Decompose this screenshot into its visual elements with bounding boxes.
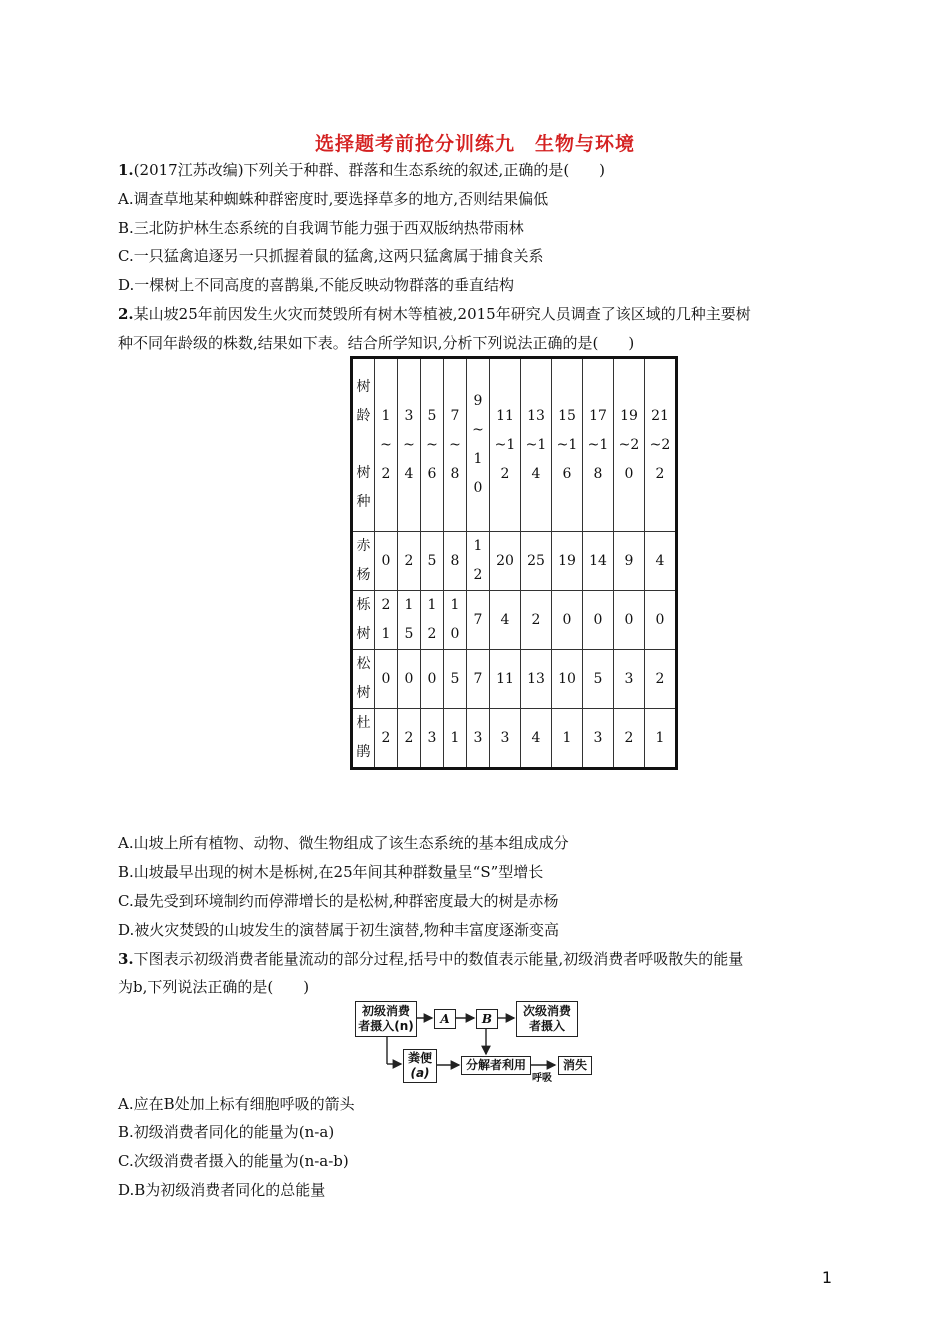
age-class-header: 13~14 [525,407,547,482]
count-cell: 4 [531,729,541,746]
count-cell: 1 [450,729,460,746]
count-cell: 3 [624,670,634,687]
table-header-row [352,358,677,532]
age-class-header: 7~8 [449,407,461,482]
count-cell: 9 [624,552,634,569]
count-cell: 2 [655,670,665,687]
page-number: 1 [821,1268,832,1287]
tree-age-table [350,356,678,770]
q3-stem-text1: 下图表示初级消费者能量流动的部分过程,括号中的数值表示能量,初级消费者呼吸散失的能量 [133,950,744,968]
q2-stem-line2: 种不同年龄级的株数,结果如下表。结合所学知识,分析下列说法正确的是( ) [118,334,635,352]
count-cell: 0 [427,670,437,687]
count-cell: 15 [404,597,414,642]
q3-option-b: B.初级消费者同化的能量为(n-a) [118,1123,335,1141]
corner-bottom-label: 树种 [356,465,371,510]
q2-option-a: A.山坡上所有植物、动物、微生物组成了该生态系统的基本组成成分 [118,834,569,852]
q1-stem-text: (2017江苏改编)下列关于种群、群落和生态系统的叙述,正确的是( ) [133,161,606,179]
count-cell: 12 [473,538,483,583]
count-cell: 5 [593,670,603,687]
q1-stem [118,160,605,180]
respiration-label: 呼吸 [532,1073,552,1084]
count-cell: 1 [655,729,665,746]
count-cell: 1 [562,729,572,746]
count-cell: 0 [381,670,391,687]
count-cell: 3 [473,729,483,746]
box-a: A [434,1009,456,1029]
count-cell: 20 [496,552,514,569]
q3-stem-line2: 为b,下列说法正确的是( ) [118,978,310,996]
count-cell: 11 [496,670,514,687]
energy-flow-diagram [355,1001,595,1083]
table-row [352,709,677,769]
table-row [352,532,677,591]
q1-option-d: D.一棵树上不同高度的喜鹊巢,不能反映动物群落的垂直结构 [118,276,515,294]
table-corner-cell [352,358,375,532]
count-cell: 13 [527,670,545,687]
species-name: 赤杨 [356,538,371,583]
secondary-intake-box [516,1001,578,1037]
lost-box: 消失 [558,1056,592,1075]
count-cell: 4 [655,552,665,569]
secondary-label-2: 者摄入 [528,1019,565,1033]
age-class-header: 15~16 [556,407,578,482]
intake-label-1: 初级消费 [361,1004,410,1018]
count-cell: 0 [404,670,414,687]
q1-option-c: C.一只猛禽追逐另一只抓握着鼠的猛禽,这两只猛禽属于捕食关系 [118,247,544,265]
q3-option-a: A.应在B处加上标有细胞呼吸的箭头 [118,1095,355,1113]
count-cell: 2 [404,729,414,746]
age-class-header: 21~22 [649,407,671,482]
age-class-header: 3~4 [403,407,415,482]
age-class-header: 5~6 [426,407,438,482]
count-cell: 19 [558,552,576,569]
count-cell: 2 [381,729,391,746]
q3-option-c: C.次级消费者摄入的能量为(n-a-b) [118,1152,349,1170]
count-cell: 3 [593,729,603,746]
count-cell: 10 [450,597,460,642]
count-cell: 0 [381,552,391,569]
count-cell: 0 [655,611,665,628]
q1-option-a: A.调查草地某种蜘蛛种群密度时,要选择草多的地方,否则结果偏低 [118,190,549,208]
corner-top-label: 树龄 [356,379,371,424]
q2-stem-line1 [118,304,751,324]
count-cell: 2 [531,611,541,628]
count-cell: 7 [473,670,483,687]
species-name: 栎树 [356,597,371,642]
feces-label-1: 粪便 [407,1051,432,1065]
q3-option-d: D.B为初级消费者同化的总能量 [118,1181,326,1199]
count-cell: 8 [450,552,460,569]
table-row [352,591,677,650]
count-cell: 0 [562,611,572,628]
q2-number: 2. [118,305,134,323]
q1-number: 1. [118,161,134,179]
q2-option-b: B.山坡最早出现的树木是栎树,在25年间其种群数量呈“S”型增长 [118,863,544,881]
count-cell: 2 [404,552,414,569]
count-cell: 12 [427,597,437,642]
q1-option-b: B.三北防护林生态系统的自我调节能力强于西双版纳热带雨林 [118,219,524,237]
count-cell: 0 [624,611,634,628]
species-name: 杜鹃 [356,715,371,760]
table-row [352,650,677,709]
age-class-header: 1~2 [380,407,392,482]
q2-option-c: C.最先受到环境制约而停滞增长的是松树,种群密度最大的树是赤杨 [118,892,559,910]
q2-option-d: D.被火灾焚毁的山坡发生的演替属于初生演替,物种丰富度逐渐变高 [118,921,560,939]
age-class-header: 19~20 [618,407,640,482]
species-name: 松树 [356,656,371,701]
count-cell: 5 [427,552,437,569]
q3-stem-line1 [118,949,743,969]
feces-label-2: (a) [410,1066,430,1080]
page-title: 选择题考前抢分训练九 生物与环境 [314,133,635,155]
primary-intake-box [355,1001,417,1037]
count-cell: 25 [527,552,545,569]
count-cell: 7 [473,611,483,628]
count-cell: 3 [427,729,437,746]
q2-stem-text1: 某山坡25年前因发生火灾而焚毁所有树木等植被,2015年研究人员调查了该区域的几种主要树 [133,305,751,323]
age-class-header: 9~10 [472,393,484,496]
age-class-header: 11~12 [494,407,516,482]
count-cell: 14 [589,552,607,569]
count-cell: 3 [500,729,510,746]
feces-box [403,1049,437,1083]
count-cell: 2 [624,729,634,746]
count-cell: 0 [593,611,603,628]
q3-number: 3. [118,950,134,968]
count-cell: 5 [450,670,460,687]
age-class-header: 17~18 [587,407,609,482]
count-cell: 10 [558,670,576,687]
count-cell: 4 [500,611,510,628]
count-cell: 21 [381,597,391,642]
decomposer-box: 分解者利用 [461,1056,531,1075]
box-b: B [476,1009,498,1029]
intake-label-2: 者摄入(n) [358,1019,414,1033]
secondary-label-1: 次级消费 [522,1004,571,1018]
